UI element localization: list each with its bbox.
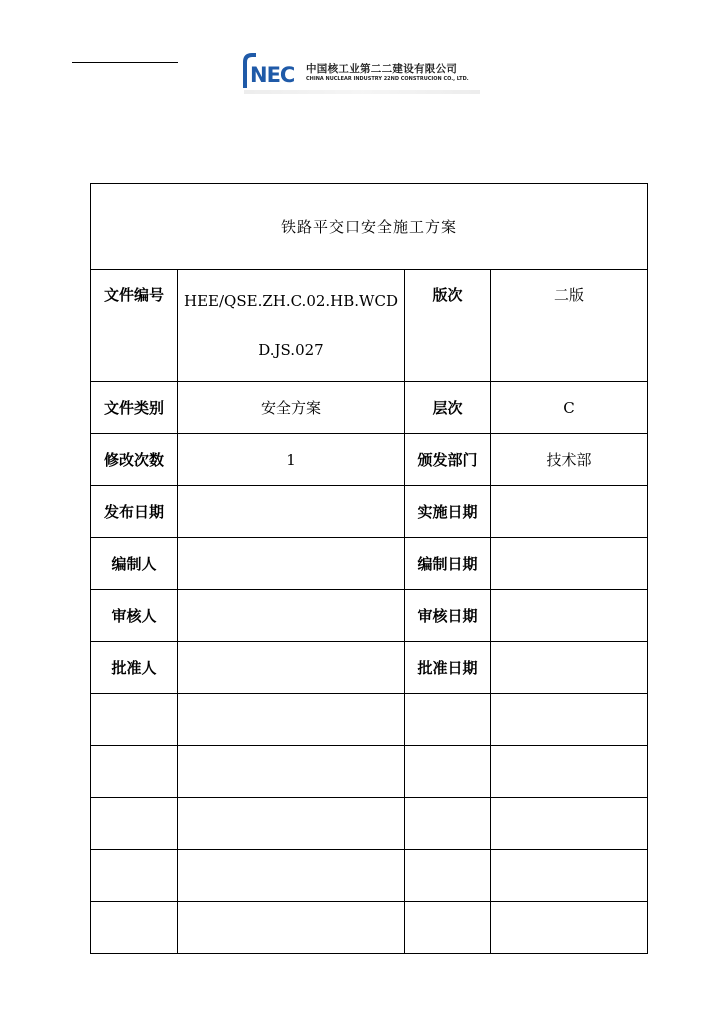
version-value: 二版: [491, 270, 648, 382]
publish-date-value: [178, 486, 405, 538]
issuer-value: 技术部: [491, 434, 648, 486]
approver-label: 批准人: [91, 642, 178, 694]
doc-no-value: HEE/QSE.ZH.C.02.HB.WCDD.JS.027: [178, 270, 405, 382]
category-label: 文件类别: [91, 382, 178, 434]
author-value: [178, 538, 405, 590]
author-date-label: 编制日期: [405, 538, 491, 590]
document-title: 铁路平交口安全施工方案: [91, 184, 648, 270]
level-label: 层次: [405, 382, 491, 434]
blank-cell: [405, 694, 491, 746]
blank-cell: [491, 746, 648, 798]
blank-cell: [178, 902, 405, 954]
version-label: 版次: [405, 270, 491, 382]
nec-logo-icon: [242, 52, 302, 90]
company-name-en: CHINA NUCLEAR INDUSTRY 22ND CONSTRUCION CO., LTD.: [306, 76, 469, 82]
header-rule: [72, 62, 178, 63]
review-date-value: [491, 590, 648, 642]
svg-text:NEC: NEC: [250, 63, 295, 87]
reviewer-label: 审核人: [91, 590, 178, 642]
company-logo: [240, 50, 485, 98]
blank-cell: [178, 798, 405, 850]
doc-no-label: 文件编号: [91, 270, 178, 382]
blank-cell: [178, 694, 405, 746]
blank-cell: [91, 798, 178, 850]
impl-date-value: [491, 486, 648, 538]
author-label: 编制人: [91, 538, 178, 590]
blank-cell: [405, 746, 491, 798]
blank-cell: [491, 694, 648, 746]
category-value: 安全方案: [178, 382, 405, 434]
issuer-label: 颁发部门: [405, 434, 491, 486]
approve-date-value: [491, 642, 648, 694]
blank-cell: [91, 746, 178, 798]
blank-cell: [178, 850, 405, 902]
author-date-value: [491, 538, 648, 590]
publish-date-label: 发布日期: [91, 486, 178, 538]
blank-cell: [405, 798, 491, 850]
blank-cell: [491, 850, 648, 902]
blank-cell: [491, 798, 648, 850]
document-control-table: [90, 183, 648, 954]
reviewer-value: [178, 590, 405, 642]
blank-cell: [491, 902, 648, 954]
approver-value: [178, 642, 405, 694]
logo-reflection: [244, 90, 480, 94]
impl-date-label: 实施日期: [405, 486, 491, 538]
blank-cell: [91, 850, 178, 902]
blank-cell: [178, 746, 405, 798]
company-name-cn: 中国核工业第二二建设有限公司: [306, 63, 458, 75]
blank-cell: [405, 902, 491, 954]
blank-cell: [91, 902, 178, 954]
review-date-label: 审核日期: [405, 590, 491, 642]
blank-cell: [91, 694, 178, 746]
blank-cell: [405, 850, 491, 902]
revision-value: 1: [178, 434, 405, 486]
approve-date-label: 批准日期: [405, 642, 491, 694]
revision-label: 修改次数: [91, 434, 178, 486]
level-value: C: [491, 382, 648, 434]
